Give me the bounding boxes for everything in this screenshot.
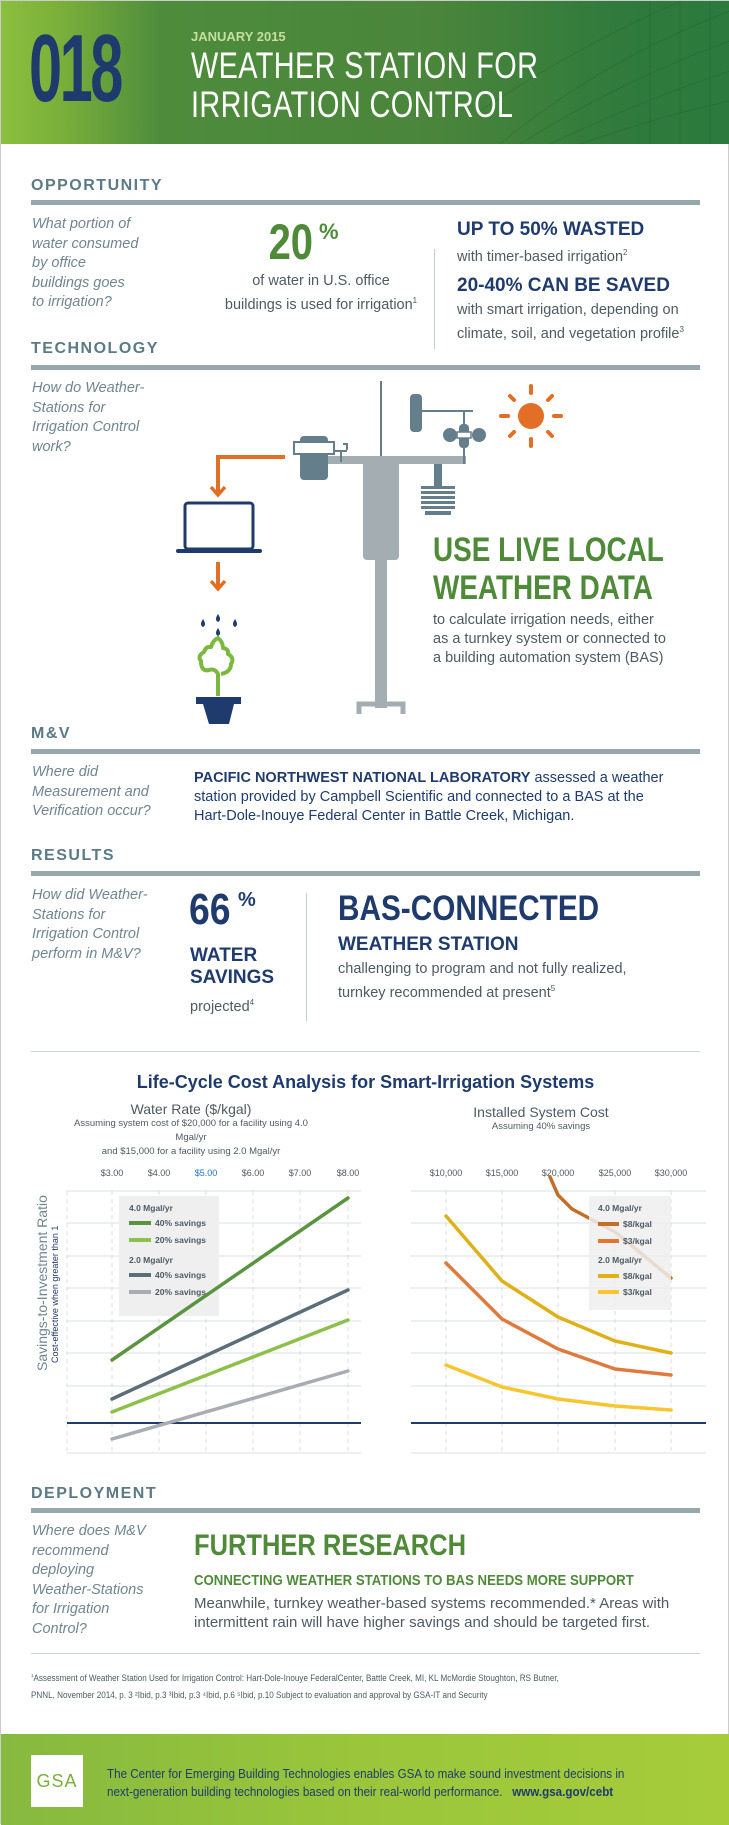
svg-text:2.0 Mgal/yr: 2.0 Mgal/yr <box>129 1255 173 1265</box>
svg-text:$10,000: $10,000 <box>429 1168 463 1178</box>
technology-headline: USE LIVE LOCAL WEATHER DATA <box>433 531 664 607</box>
x-axis-ticks <box>101 1168 360 1178</box>
section-heading-opportunity: OPPORTUNITY <box>31 177 164 194</box>
saved-title: 20-40% CAN BE SAVED <box>457 275 670 296</box>
mv-description: PACIFIC NORTHWEST NATIONAL LABORATORY assessed a weather station provided by Campbell Scientific and connected to a BAS at the Hart-Dole-Inouye Federal Center in Battle Creek, Michigan. <box>194 770 664 824</box>
left-chart-header: Water Rate ($/kgal) Assuming system cost of $20,000 for a facility using 4.0 Mgal/yr and $15,000 for a facility using 2.0 Mgal/yr <box>74 1101 308 1157</box>
gsa-logo[interactable]: GSA <box>31 1755 83 1807</box>
svg-text:$4.00: $4.00 <box>147 1168 171 1178</box>
technology-question: How do Weather- Stations for Irrigation Control work? <box>32 380 145 455</box>
opportunity-question: What portion of water consumed by office buildings goes to irrigation? <box>32 216 139 310</box>
section-divider <box>31 871 700 876</box>
svg-text:$8.00: $8.00 <box>336 1168 360 1178</box>
plant-icon <box>200 638 233 696</box>
right-chart-header: Installed System Cost Assuming 40% savings <box>473 1104 609 1132</box>
section-divider <box>31 200 700 205</box>
svg-text:$5.00: $5.00 <box>194 1168 218 1178</box>
footer <box>1 1734 729 1825</box>
svg-text:4.0 Mgal/yr: 4.0 Mgal/yr <box>598 1203 642 1213</box>
svg-text:40% savings: 40% savings <box>155 1270 207 1280</box>
header-banner <box>1 1 729 144</box>
irrigation-share-stat: 20 % <box>268 214 339 270</box>
svg-text:40% savings: 40% savings <box>155 1218 207 1228</box>
x-axis-ticks <box>430 1168 688 1178</box>
water-savings-stat: 66 % <box>189 885 256 934</box>
svg-text:$8/kgal: $8/kgal <box>623 1271 652 1281</box>
water-drops-icon <box>201 614 237 636</box>
report-date: JANUARY 2015 <box>191 29 286 44</box>
svg-text:$3/kgal: $3/kgal <box>623 1236 652 1246</box>
technology-text: to calculate irrigation needs, either as a turnkey system or connected to a building automation system (BAS) <box>433 612 666 666</box>
results-question: How did Weather- Stations for Irrigation Control perform in M&V? <box>32 887 148 962</box>
arrow-to-computer-icon <box>211 457 285 495</box>
saved-text: with smart irrigation, depending on climate, soil, and vegetation profile$^3$ <box>457 302 684 342</box>
svg-text:$15,000: $15,000 <box>485 1168 519 1178</box>
arrow-to-plant-icon <box>211 562 225 589</box>
section-divider <box>31 1508 700 1513</box>
deployment-subtitle: CONNECTING WEATHER STATIONS TO BAS NEEDS MORE SUPPORT <box>194 1572 634 1589</box>
footer-text: The Center for Emerging Building Technologies enables GSA to make sound investment decisions in next-generation building technologies based on their real-world performance. www.gsa.gov/cebt <box>107 1767 625 1799</box>
svg-text:$20,000: $20,000 <box>541 1168 575 1178</box>
chart-divider <box>31 1051 700 1052</box>
chart-section-title: Life-Cycle Cost Analysis for Smart-Irrigation Systems <box>136 1072 595 1092</box>
svg-text:$25,000: $25,000 <box>598 1168 632 1178</box>
section-heading-deployment: DEPLOYMENT <box>31 1485 158 1502</box>
svg-text:20% savings: 20% savings <box>155 1235 207 1245</box>
irrigation-share-desc: of water in U.S. office buildings is used for irrigation$^1$ <box>224 273 418 313</box>
report-title: WEATHER STATION FOR IRRIGATION CONTROL <box>191 45 539 125</box>
svg-text:2.0 Mgal/yr: 2.0 Mgal/yr <box>598 1255 642 1265</box>
section-divider <box>31 749 700 754</box>
section-heading-mv: M&V <box>31 725 72 742</box>
y-axis-label: Savings-to-Investment Ratio Cost-effective when greater than 1 <box>34 1195 60 1371</box>
flower-pot-icon <box>196 697 241 724</box>
svg-text:$7.00: $7.00 <box>288 1168 312 1178</box>
report-number: 018 <box>29 15 121 122</box>
footnotes: $^1$Assessment of Weather Station Used for Irrigation Control: Hart-Dole-Inouye FederalCenter, Battle Creek, MI, KL McMordie Stoughton, RS Butner, PNNL, November 2014, p. 3 ²Ibid, p.3 ³Ibid, p.3 ⁴Ibid, p.6 ⁵Ibid, p.10 Subject to evaluation and approval by GSA-IT and Security <box>31 1673 559 1700</box>
section-heading-technology: TECHNOLOGY <box>31 340 159 357</box>
wasted-title: UP TO 50% WASTED <box>457 219 645 240</box>
deployment-text: Meanwhile, turnkey weather-based systems recommended.* Areas with intermittent rain will have higher savings and should be targeted first. <box>194 1595 670 1631</box>
section-heading-results: RESULTS <box>31 847 115 864</box>
mv-question: Where did Measurement and Verification occur? <box>32 764 151 819</box>
deployment-question: Where does M&V recommend deploying Weather-Stations for Irrigation Control? <box>32 1523 146 1637</box>
svg-text:20% savings: 20% savings <box>155 1287 207 1297</box>
wasted-text: with timer-based irrigation$^2$ <box>457 248 628 265</box>
svg-text:$3/kgal: $3/kgal <box>623 1287 652 1297</box>
results-text: challenging to program and not fully realized, turnkey recommended at present$^5$ <box>338 961 627 1001</box>
svg-text:4.0 Mgal/yr: 4.0 Mgal/yr <box>129 1203 173 1213</box>
system-cost-chart <box>411 1161 711 1461</box>
water-savings-note: projected$^4$ <box>190 998 255 1015</box>
svg-text:$6.00: $6.00 <box>241 1168 265 1178</box>
svg-text:$3.00: $3.00 <box>100 1168 124 1178</box>
svg-text:$8/kgal: $8/kgal <box>623 1219 652 1229</box>
svg-text:$30,000: $30,000 <box>654 1168 688 1178</box>
deployment-title: FURTHER RESEARCH <box>194 1529 467 1562</box>
results-title: BAS-CONNECTED <box>338 889 600 928</box>
footnote-divider <box>31 1653 700 1654</box>
vertical-divider <box>434 249 435 349</box>
water-savings-label: WATER SAVINGS <box>190 945 275 988</box>
sun-icon <box>501 386 561 446</box>
results-subtitle: WEATHER STATION <box>338 934 519 955</box>
footer-url-link[interactable]: www.gsa.gov/cebt <box>512 1785 614 1799</box>
laptop-icon <box>176 503 262 553</box>
water-rate-chart <box>61 1161 361 1461</box>
vertical-divider <box>306 893 307 1021</box>
